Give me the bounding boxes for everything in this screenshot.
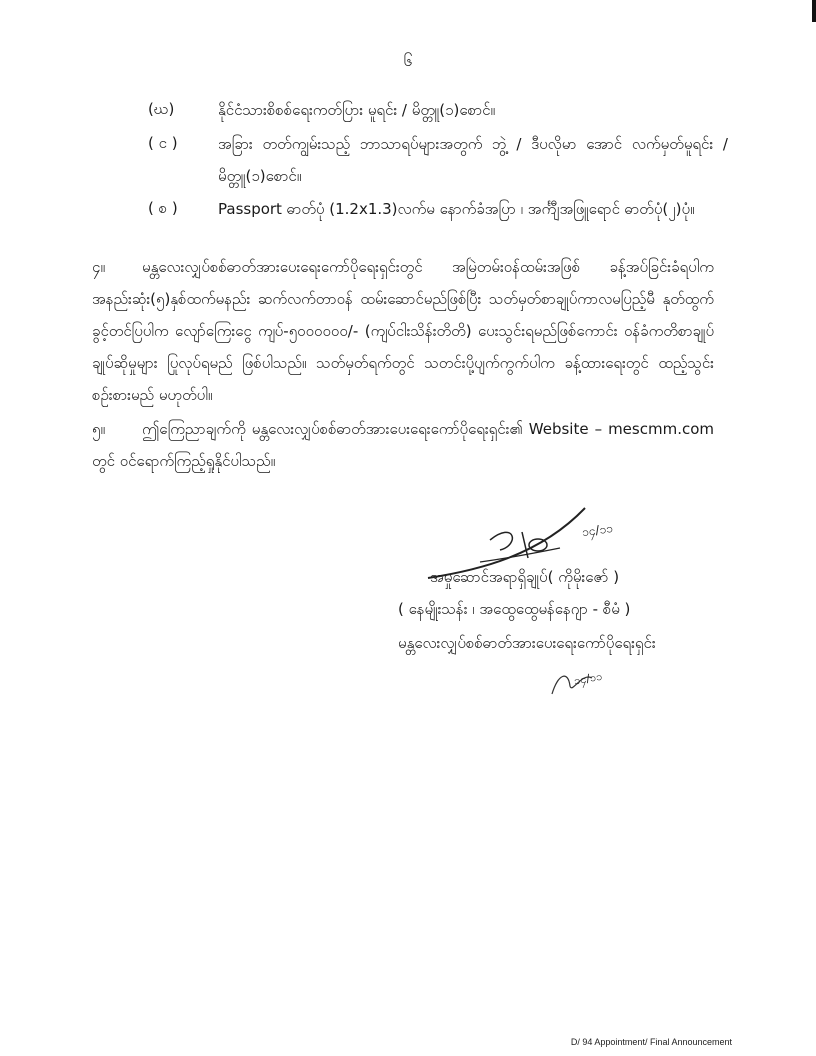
paragraph-4 xyxy=(92,251,714,411)
item-marker-gha: (ဃ) xyxy=(148,100,175,118)
initials-text: ၁၄/၁၁ xyxy=(572,669,604,688)
footer-reference: D/ 94 Appointment/ Final Announcement xyxy=(570,1037,732,1047)
page-number: ၆ xyxy=(403,51,413,70)
item-marker-nga: ( င ) xyxy=(148,134,178,152)
signature-date: ၁၄/၁၁ xyxy=(581,520,614,540)
paragraph-5 xyxy=(92,413,714,477)
item-marker-sa: ( စ ) xyxy=(148,199,178,217)
paragraph-number: ၄။ xyxy=(92,258,105,276)
paragraph-number: ၅။ xyxy=(92,420,105,438)
signature-subtitle: ( နေမျိုးသန်း ၊ အထွေထွေမန်နေဂျာ - စီမံ ) xyxy=(398,600,631,618)
item-text-nga: အခြား တတ်ကျွမ်းသည့် ဘာသာရပ်များအတွက် ဘွဲ့ / ဒီပလိုမာ အောင် လက်မှတ်မူရင်း / မိတ္တူ(၁)စောင်။ xyxy=(218,135,728,185)
item-text-gha: နိုင်ငံသားစိစစ်ရေးကတ်ပြား မူရင်း / မိတ္တူ(၁)စောင်။ xyxy=(218,101,495,119)
item-text-sa: Passport ဓာတ်ပုံ (1.2x1.3)လက်မ နောက်ခံအပြာ ၊ အင်္ကျီအဖြူရောင် ဓာတ်ပုံ(၂)ပုံ။ xyxy=(218,200,695,218)
paragraph-text: ဤကြေညာချက်ကို မန္တလေးလျှပ်စစ်ဓာတ်အားပေးရေးကော်ပိုရေးရှင်း၏ Website – mescmm.com တွင် ဝင်ရောက်ကြည့်ရှုနိုင်ပါသည်။ xyxy=(92,420,714,470)
signature-title: အမှုဆောင်အရာရှိချုပ်( ကိုမိုးဇော် ) xyxy=(430,568,620,586)
paragraph-text: မန္တလေးလျှပ်စစ်ဓာတ်အားပေးရေးကော်ပိုရေးရှင်းတွင် အမြဲတမ်းဝန်ထမ်းအဖြစ် ခန့်အပ်ခြင်းခံရပါက အနည်းဆုံး(၅)နှစ်ထက်မနည်း ဆက်လက်တာဝန် ထမ်းဆောင်မည်ဖြစ်ပြီး သတ်မှတ်စာချုပ်ကာလမပြည့်မီ နုတ်ထွက်ခွင့်တင်ပြပါက လျော်ကြေးငွေ ကျပ်-၅၀၀၀၀၀၀/- (ကျပ်ငါးသိန်းတိတိ) ပေးသွင်းရမည်ဖြစ်ကောင်း ဝန်ခံကတိစာချုပ် ချုပ်ဆိုမှုများ ပြုလုပ်ရမည် ဖြစ်ပါသည်။ သတ်မှတ်ရက်တွင် သတင်းပို့ပျက်ကွက်ပါက ခန့်ထားရေးတွင် ထည့်သွင်းစဉ်းစားမည် မဟုတ်ပါ။ xyxy=(92,258,714,404)
scan-edge-mark xyxy=(812,0,816,22)
signature-organization: မန္တလေးလျှပ်စစ်ဓာတ်အားပေးရေးကော်ပိုရေးရှင်း xyxy=(398,634,656,652)
